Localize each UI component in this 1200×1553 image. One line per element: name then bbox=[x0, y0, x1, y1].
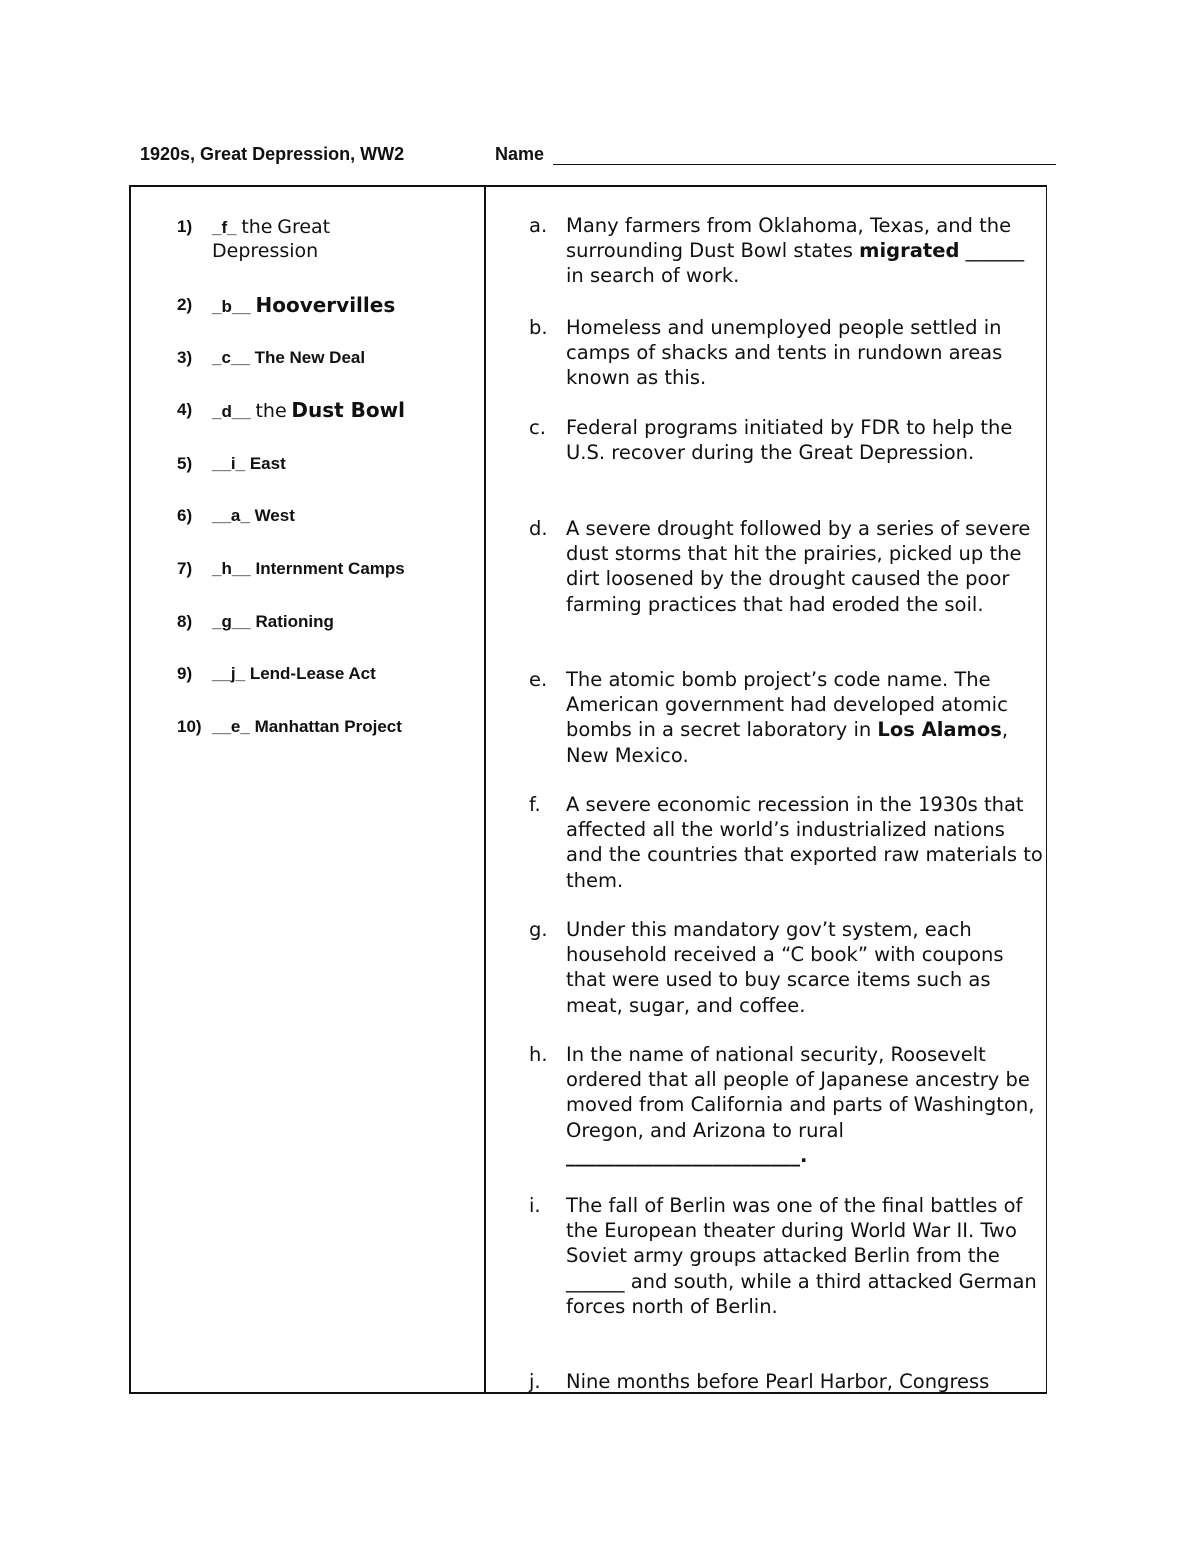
definition-text: In the name of national security, Roosevelt ordered that all people of Japanese ancestry be moved from California and parts of Washington, Oregon, and Arizona to rural ________________________. bbox=[566, 1043, 1035, 1167]
term-answer[interactable]: __j_ bbox=[212, 664, 246, 683]
column-divider bbox=[484, 187, 486, 1392]
term-number: 4) bbox=[177, 400, 193, 419]
term-label: Great bbox=[277, 216, 331, 238]
worksheet-title: 1920s, Great Depression, WW2 bbox=[140, 144, 405, 164]
definition-letter: i. bbox=[529, 1194, 541, 1217]
definition-text: A severe economic recession in the 1930s that affected all the world’s industrialized nations and the countries that exported raw materials to them. bbox=[566, 793, 1043, 892]
worksheet-header bbox=[140, 144, 1060, 170]
name-blank-line[interactable] bbox=[553, 164, 1056, 165]
term-answer[interactable]: _f_ bbox=[212, 218, 237, 237]
definition-text: The atomic bomb project’s code name. The American government had developed atomic bombs in a secret laboratory in Los Alamos, New Mexico. bbox=[566, 668, 1009, 767]
term-answer[interactable]: _c__ bbox=[212, 348, 250, 367]
definition-letter: e. bbox=[529, 668, 548, 691]
term-answer[interactable]: __i_ bbox=[212, 454, 246, 473]
term-label: Depression bbox=[212, 240, 319, 262]
term-number: 9) bbox=[177, 664, 193, 683]
term-label: Manhattan Project bbox=[254, 717, 402, 736]
term-label: the bbox=[255, 400, 287, 422]
term-number: 10) bbox=[177, 717, 202, 736]
definition-letter: b. bbox=[529, 316, 548, 339]
term-answer[interactable]: _h__ bbox=[212, 559, 251, 578]
term-number: 5) bbox=[177, 454, 193, 473]
definition-text: Many farmers from Oklahoma, Texas, and the surrounding Dust Bowl states migrated ______ in search of work. bbox=[566, 214, 1025, 288]
term-label: Lend-Lease Act bbox=[249, 664, 376, 683]
term-answer[interactable]: _g__ bbox=[212, 612, 251, 631]
term-number: 7) bbox=[177, 559, 193, 578]
definition-text: Federal programs initiated by FDR to help the U.S. recover during the Great Depression. bbox=[566, 416, 1013, 465]
term-answer[interactable]: __a_ bbox=[212, 506, 250, 525]
definition-letter: f. bbox=[529, 793, 541, 816]
definition-letter: a. bbox=[529, 214, 548, 237]
definition-letter: c. bbox=[529, 416, 546, 439]
term-number: 2) bbox=[177, 295, 193, 314]
definition-letter: d. bbox=[529, 517, 548, 540]
term-answer[interactable]: __e_ bbox=[212, 717, 250, 736]
definition-text: Nine months before Pearl Harbor, Congress bbox=[566, 1370, 990, 1393]
definition-letter: j. bbox=[529, 1370, 541, 1393]
term-label: East bbox=[249, 454, 286, 473]
definition-text: A severe drought followed by a series of severe dust storms that hit the prairies, picked up the dirt loosened by the drought caused the poor farming practices that had eroded the soil. bbox=[566, 517, 1031, 616]
term-label: West bbox=[254, 506, 295, 525]
definition-letter: h. bbox=[529, 1043, 548, 1066]
definition-text: Homeless and unemployed people settled in camps of shacks and tents in rundown areas known as this. bbox=[566, 316, 1003, 390]
definition-text: Under this mandatory gov’t system, each household received a “C book” with coupons that were used to buy scarce items such as meat, sugar, and coffee. bbox=[566, 918, 1004, 1017]
term-label: Rationing bbox=[255, 612, 334, 631]
term-number: 1) bbox=[177, 217, 193, 236]
name-label: Name bbox=[495, 144, 545, 164]
term-number: 8) bbox=[177, 612, 193, 631]
term-answer[interactable]: _d__ bbox=[212, 402, 251, 421]
term-answer[interactable]: _b__ bbox=[212, 297, 251, 316]
definition-text: The fall of Berlin was one of the final battles of the European theater during World War II. Two Soviet army groups attacked Berlin from the ______ and south, while a third attacked German forces north of Berlin. bbox=[566, 1194, 1037, 1318]
term-label: the bbox=[241, 216, 273, 238]
definition-letter: g. bbox=[529, 918, 548, 941]
term-number: 3) bbox=[177, 348, 193, 367]
term-number: 6) bbox=[177, 506, 193, 525]
term-label: Internment Camps bbox=[255, 559, 405, 578]
term-label: Dust Bowl bbox=[291, 398, 405, 422]
term-label: Hoovervilles bbox=[255, 293, 396, 317]
term-label: The New Deal bbox=[254, 348, 366, 367]
matching-table bbox=[129, 185, 1047, 1394]
